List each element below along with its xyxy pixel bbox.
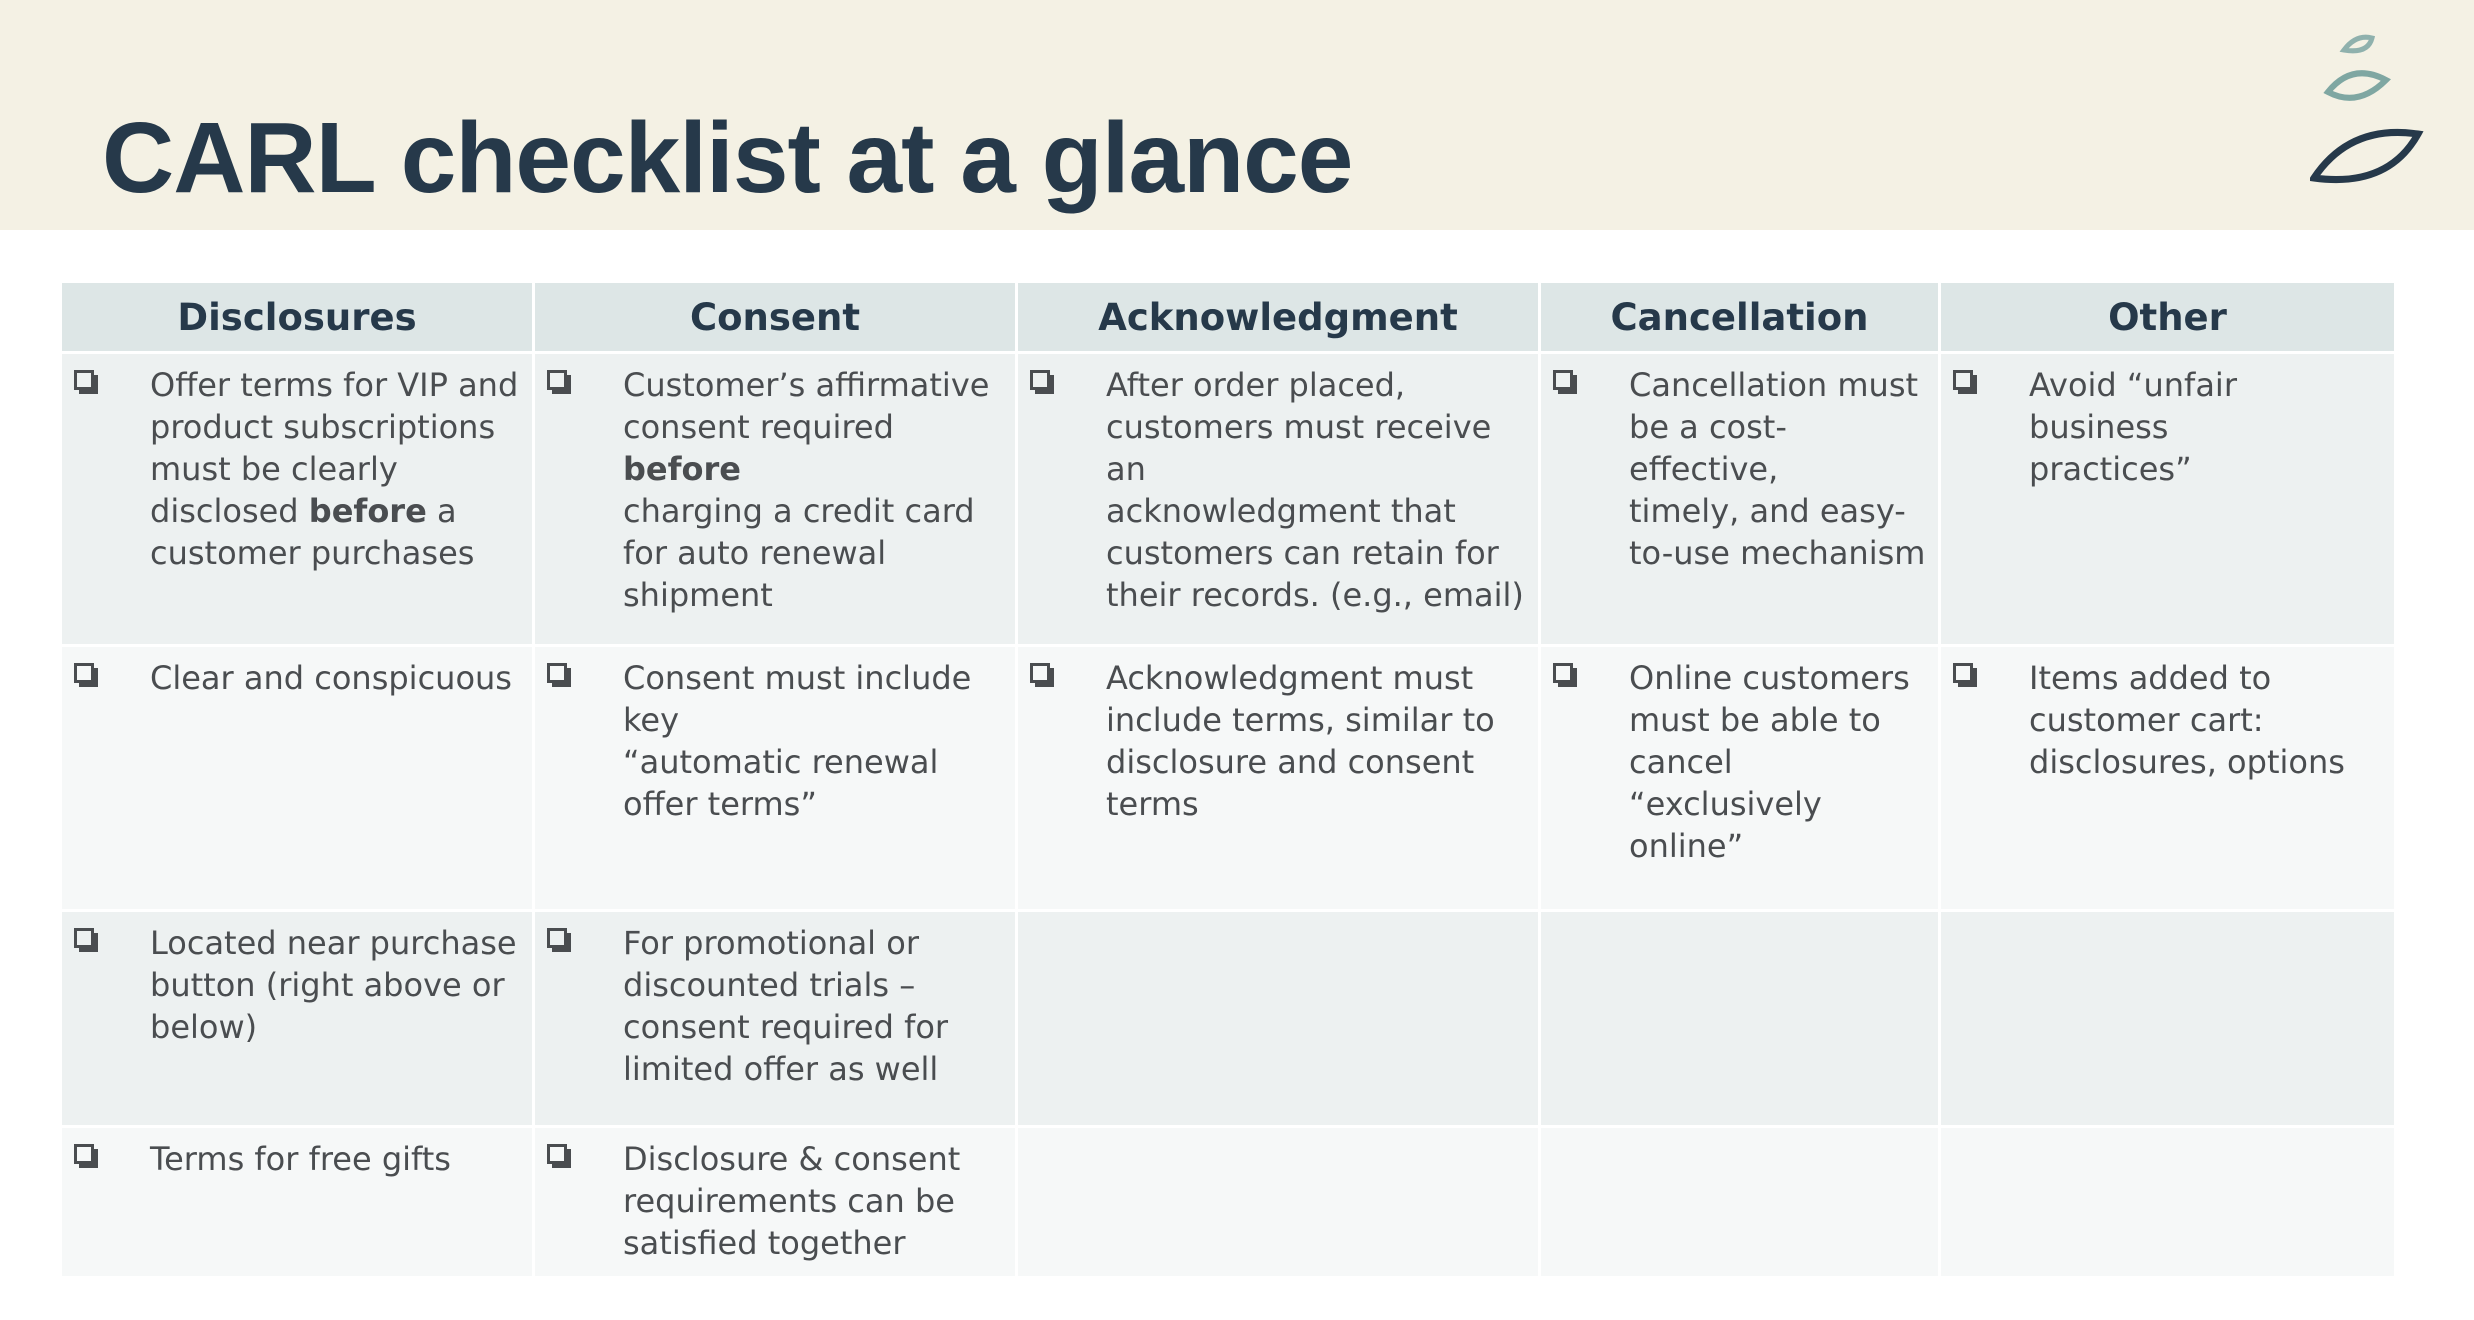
item-emphasis: before [308, 492, 427, 530]
table-cell-cancellation-1 [1541, 354, 1938, 644]
checkbox-icon[interactable] [1030, 663, 1058, 691]
table-cell-other-4 [1941, 1128, 2394, 1276]
item-text: Terms for free gifts [150, 1140, 451, 1178]
checklist-item [1018, 354, 1538, 644]
checklist-item-text [1106, 364, 1530, 616]
table-cell-acknowledgment-3 [1018, 912, 1538, 1125]
column-header-cancellation: Cancellation [1541, 283, 1938, 351]
item-text: Acknowledgment must include terms, similar to disclosure and consent terms [1106, 659, 1495, 823]
checklist-table [62, 283, 2382, 1276]
checklist-item [535, 1128, 1015, 1276]
checkbox-icon[interactable] [74, 663, 102, 691]
page-title: CARL checklist at a glance [102, 102, 1353, 214]
checklist-item [1541, 647, 1938, 909]
item-text: Clear and conspicuous [150, 659, 512, 697]
table-cell-disclosures-4 [62, 1128, 532, 1276]
checklist-item-text [1106, 657, 1530, 825]
checkbox-icon[interactable] [547, 928, 575, 956]
checklist-item-text [150, 657, 524, 699]
table-cell-disclosures-2 [62, 647, 532, 909]
item-text-continued: charging a credit card for auto renewal shipment [623, 492, 975, 614]
table-cell-disclosures-1 [62, 354, 532, 644]
column-header-disclosures: Disclosures [62, 283, 532, 351]
item-text: Consent must include key “automatic renewal offer terms” [623, 659, 972, 823]
table-cell-consent-1 [535, 354, 1015, 644]
checkbox-icon[interactable] [74, 1144, 102, 1172]
table-cell-cancellation-3 [1541, 912, 1938, 1125]
checkbox-icon[interactable] [1953, 663, 1981, 691]
checkbox-icon[interactable] [1953, 370, 1981, 398]
checkbox-icon[interactable] [1553, 663, 1581, 691]
checklist-item [62, 912, 532, 1125]
table-cell-consent-2 [535, 647, 1015, 909]
checkbox-icon[interactable] [547, 1144, 575, 1172]
table-cell-acknowledgment-1 [1018, 354, 1538, 644]
checkbox-icon[interactable] [74, 370, 102, 398]
item-emphasis: before [623, 450, 741, 488]
checklist-item [62, 647, 532, 909]
checklist-item-text [623, 1138, 1007, 1264]
checklist-item [1018, 647, 1538, 909]
item-text: Cancellation must be a cost-effective, timely, and easy- to-use mechanism [1629, 366, 1926, 572]
table-cell-disclosures-3 [62, 912, 532, 1125]
table-cell-consent-4 [535, 1128, 1015, 1276]
table-cell-other-2 [1941, 647, 2394, 909]
item-text: Disclosure & consent requirements can be satisfied together [623, 1140, 961, 1262]
checklist-item [1941, 647, 2394, 909]
table-cell-cancellation-2 [1541, 647, 1938, 909]
table-cell-consent-3 [535, 912, 1015, 1125]
item-text-continued: a customer purchases [150, 492, 475, 572]
checkbox-icon[interactable] [547, 663, 575, 691]
item-text: Customer’s affirmative consent required [623, 366, 990, 446]
table-cell-acknowledgment-4 [1018, 1128, 1538, 1276]
item-text: Offer terms for VIP and product subscriptions must be clearly disclosed [150, 366, 519, 530]
checklist-item [535, 647, 1015, 909]
item-text: For promotional or discounted trials – consent required for limited offer as well [623, 924, 949, 1088]
checklist-item-text [2029, 364, 2386, 490]
checklist-item-text [150, 364, 524, 574]
checkbox-icon[interactable] [1553, 370, 1581, 398]
checklist-item-text [623, 922, 1007, 1090]
item-text: Online customers must be able to cancel “exclusively online” [1629, 659, 1910, 865]
checklist-item-text [150, 922, 524, 1048]
checklist-item [535, 354, 1015, 644]
checkbox-icon[interactable] [74, 928, 102, 956]
checkbox-icon[interactable] [1030, 370, 1058, 398]
column-header-acknowledgment: Acknowledgment [1018, 283, 1538, 351]
checklist-item-text [1629, 657, 1930, 867]
checklist-item-text [2029, 657, 2386, 783]
item-text: After order placed, customers must receive an acknowledgment that customers can retain for their records. (e.g., email) [1106, 366, 1524, 614]
checklist-item-text [623, 364, 1007, 616]
leaf-stack-icon [2310, 28, 2430, 188]
table-cell-other-3 [1941, 912, 2394, 1125]
checklist-item [535, 912, 1015, 1125]
item-text: Avoid “unfair business practices” [2029, 366, 2237, 488]
table-cell-other-1 [1941, 354, 2394, 644]
checklist-item [62, 1128, 532, 1276]
item-text: Items added to customer cart: disclosures, options [2029, 659, 2345, 781]
checklist-item [1941, 354, 2394, 644]
checklist-item [1541, 354, 1938, 644]
checklist-item-text [1629, 364, 1930, 574]
checklist-item [62, 354, 532, 644]
checklist-item-text [150, 1138, 524, 1180]
table-cell-cancellation-4 [1541, 1128, 1938, 1276]
item-text: Located near purchase button (right above or below) [150, 924, 517, 1046]
checklist-item-text [623, 657, 1007, 825]
column-header-consent: Consent [535, 283, 1015, 351]
table-cell-acknowledgment-2 [1018, 647, 1538, 909]
column-header-other: Other [1941, 283, 2394, 351]
checkbox-icon[interactable] [547, 370, 575, 398]
